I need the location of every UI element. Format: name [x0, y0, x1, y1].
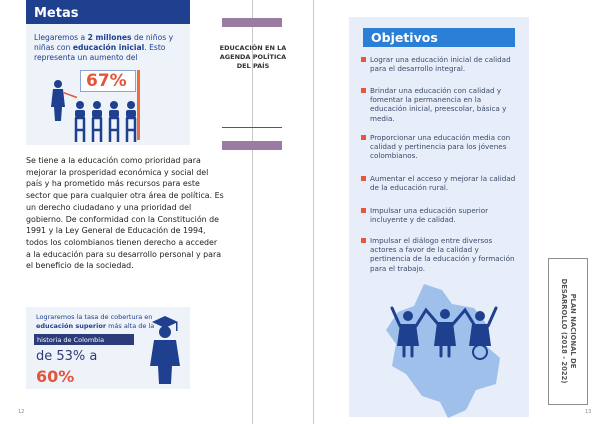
purple-bar-bottom	[222, 141, 282, 150]
square-bullet-icon	[361, 57, 366, 62]
objective-item: Lograr una educación inicial de calidad para el desarrollo integral.	[359, 55, 519, 73]
square-bullet-icon	[361, 176, 366, 181]
objective-item: Impulsar el diálogo entre diversos actores a favor de la calidad y pertinencia de la educación y formación para el trabajo.	[359, 236, 519, 273]
chairs-icon	[75, 118, 136, 142]
graduate-illustration	[142, 312, 188, 386]
coverage-text: Lograremos la tasa de cobertura en educación superior más alta de la	[36, 313, 155, 330]
square-bullet-icon	[361, 238, 366, 243]
teacher-icon	[51, 80, 65, 121]
coverage-from: de 53% a	[36, 349, 98, 364]
coverage-strip-text: historia de Colombia	[37, 336, 105, 344]
metas-text: Llegaremos a 2 millones de niños y niñas con educación inicial. Esto representa un aumento del	[34, 33, 174, 62]
objective-item: Aumentar el acceso y mejorar la calidad de la educación rural.	[359, 174, 519, 192]
students-icon	[75, 101, 136, 117]
education-paragraph: Se tiene a la educación como prioridad para mejorar la prosperidad económica y social del país y ha prometido más recursos para este sector que para cualquier otra área de política. Es un derecho ciudadano y una prioridad del gobierno. De conformidad con la Constitución de 1991 y la Ley General de Educación de 1994, todos los colombianos tienen derecho a acceder a la educación para su desarrollo personal y para el beneficio de la sociedad.	[26, 156, 224, 271]
square-bullet-icon	[361, 88, 366, 93]
coverage-to: 60%	[36, 367, 75, 386]
right-page-number: 13	[585, 409, 592, 415]
purple-bar-top	[222, 18, 282, 27]
square-bullet-icon	[361, 135, 366, 140]
square-bullet-icon	[361, 208, 366, 213]
people-icon	[397, 309, 491, 346]
center-rule	[222, 127, 282, 128]
right-page-divider	[313, 0, 314, 424]
colombia-map-illustration	[372, 284, 518, 418]
side-tab-text: PLAN NACIONAL DE DESARROLLO (2018 - 2022)	[560, 278, 577, 384]
percent-value: 67%	[86, 71, 127, 91]
left-page-number: 12	[18, 409, 25, 415]
classroom-illustration	[48, 78, 138, 144]
pointer-icon	[63, 92, 77, 98]
objective-item: Proporcionar una educación media con calidad y pertinencia para los jóvenes colombianos.	[359, 133, 519, 161]
metas-title: Metas	[34, 6, 79, 21]
objective-item: Brindar una educación con calidad y fomentar la permanencia en la educación inicial, preescolar, básica y media.	[359, 86, 519, 123]
objective-item: Impulsar una educación superior incluyente y de calidad.	[359, 206, 519, 224]
center-heading: EDUCACIÓN EN LA AGENDA POLÍTICA DEL PAÍS	[219, 44, 287, 70]
objetivos-title: Objetivos	[371, 30, 438, 45]
